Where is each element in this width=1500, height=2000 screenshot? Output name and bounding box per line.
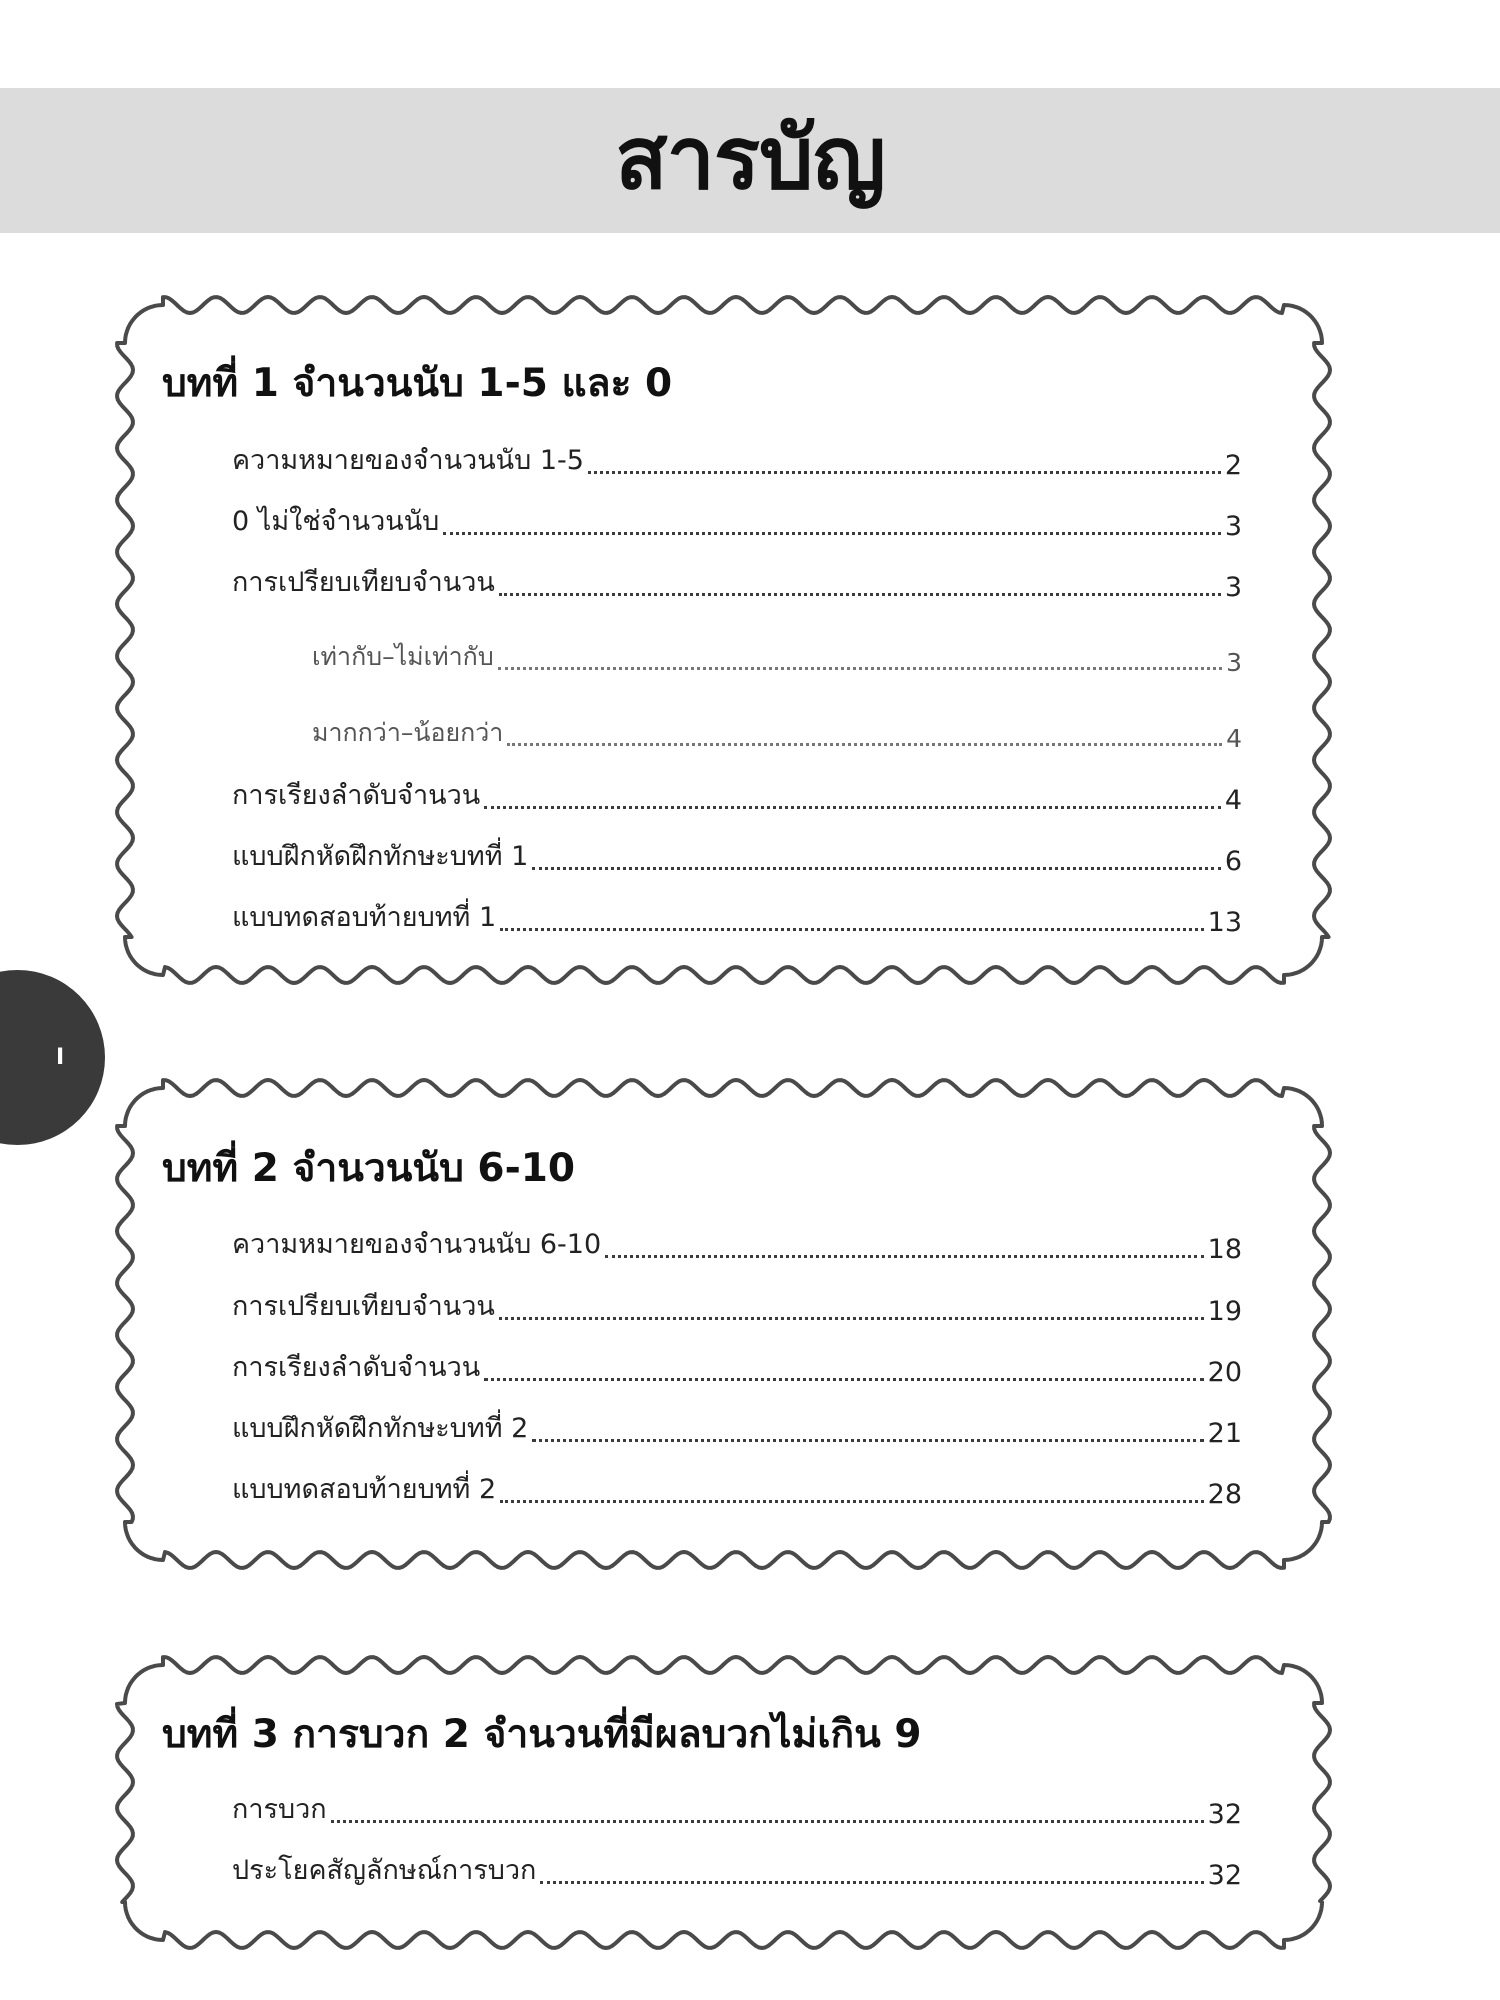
toc-entry-label: การเปรียบเทียบจำนวน	[232, 1291, 495, 1322]
dot-leader	[605, 1254, 1204, 1258]
toc-entry-label: การเปรียบเทียบจำนวน	[232, 567, 495, 598]
toc-entry-page: 28	[1207, 1479, 1242, 1510]
toc-entry[interactable]	[232, 1787, 1242, 1830]
toc-entry-page: 32	[1207, 1799, 1242, 1830]
toc-entry-page: 2	[1224, 450, 1242, 481]
toc-entry-page: 6	[1224, 846, 1242, 877]
page-title: สารบัญ	[615, 109, 885, 209]
toc-entry-page: 4	[1224, 785, 1242, 816]
dot-leader	[331, 1819, 1204, 1823]
chapter-title: บทที่ 2 จำนวนนับ 6-10	[162, 1146, 576, 1191]
dot-leader	[507, 742, 1222, 746]
dot-leader	[500, 927, 1204, 931]
toc-entry-label: การเรียงลำดับจำนวน	[232, 1352, 481, 1383]
toc-entry-label: การบวก	[232, 1794, 327, 1825]
toc-entry[interactable]	[232, 438, 1242, 481]
dot-leader	[443, 531, 1221, 535]
toc-entry-page: 3	[1224, 511, 1242, 542]
chapter-title: บทที่ 1 จำนวนนับ 1-5 และ 0	[162, 361, 673, 406]
toc-entry-page: 18	[1207, 1234, 1242, 1265]
toc-entry-page: 20	[1207, 1357, 1242, 1388]
dot-leader	[532, 866, 1221, 870]
dot-leader	[484, 1377, 1203, 1381]
dot-leader	[500, 1499, 1204, 1503]
toc-entry-label: การเรียงลำดับจำนวน	[232, 780, 481, 811]
toc-entry-label: แบบทดสอบท้ายบทที่ 1	[232, 902, 497, 933]
toc-entry[interactable]	[232, 560, 1242, 603]
dot-leader	[588, 470, 1221, 474]
toc-entry-label: เท่ากับ–ไม่เท่ากับ	[312, 642, 494, 671]
toc-entry-page: 19	[1207, 1296, 1242, 1327]
toc-subentry[interactable]	[312, 713, 1242, 753]
toc-entry-page: 4	[1226, 724, 1242, 753]
toc-entry-label: มากกว่า–น้อยกว่า	[312, 718, 504, 747]
toc-entry-label: แบบทดสอบท้ายบทที่ 2	[232, 1474, 497, 1505]
dot-leader	[499, 592, 1221, 596]
dot-leader	[484, 805, 1221, 809]
toc-entry-page: 13	[1207, 907, 1242, 938]
dot-leader	[532, 1438, 1203, 1442]
toc-entry-label: แบบฝึกหัดฝึกทักษะบทที่ 2	[232, 1413, 529, 1444]
toc-entry-label: ความหมายของจำนวนนับ 1-5	[232, 445, 584, 476]
toc-entry[interactable]	[232, 895, 1242, 938]
toc-entry-page: 21	[1207, 1418, 1242, 1449]
toc-entry[interactable]	[232, 1345, 1242, 1388]
toc-entry[interactable]	[232, 1848, 1242, 1891]
toc-entry[interactable]	[232, 1406, 1242, 1449]
toc-entry-page: 3	[1226, 648, 1242, 677]
toc-entry-page: 32	[1207, 1860, 1242, 1891]
dot-leader	[540, 1880, 1203, 1884]
toc-entry[interactable]	[232, 499, 1242, 542]
toc-entry[interactable]	[232, 834, 1242, 877]
toc-entry-page: 3	[1224, 572, 1242, 603]
toc-entry[interactable]	[232, 1467, 1242, 1510]
side-tab-mark: I	[56, 1045, 65, 1070]
toc-entry-label: ความหมายของจำนวนนับ 6-10	[232, 1229, 602, 1260]
toc-entry-label: แบบฝึกหัดฝึกทักษะบทที่ 1	[232, 841, 529, 872]
toc-entry[interactable]	[232, 773, 1242, 816]
toc-entry-label: ประโยคสัญลักษณ์การบวก	[232, 1855, 537, 1886]
chapter-title: บทที่ 3 การบวก 2 จำนวนที่มีผลบวกไม่เกิน 9	[162, 1712, 922, 1757]
toc-entry[interactable]	[232, 1284, 1242, 1327]
toc-entry-label: 0 ไม่ใช่จำนวนนับ	[232, 506, 440, 537]
toc-subentry[interactable]	[312, 637, 1242, 677]
dot-leader	[499, 1316, 1204, 1320]
dot-leader	[498, 666, 1222, 670]
toc-entry[interactable]	[232, 1222, 1242, 1265]
